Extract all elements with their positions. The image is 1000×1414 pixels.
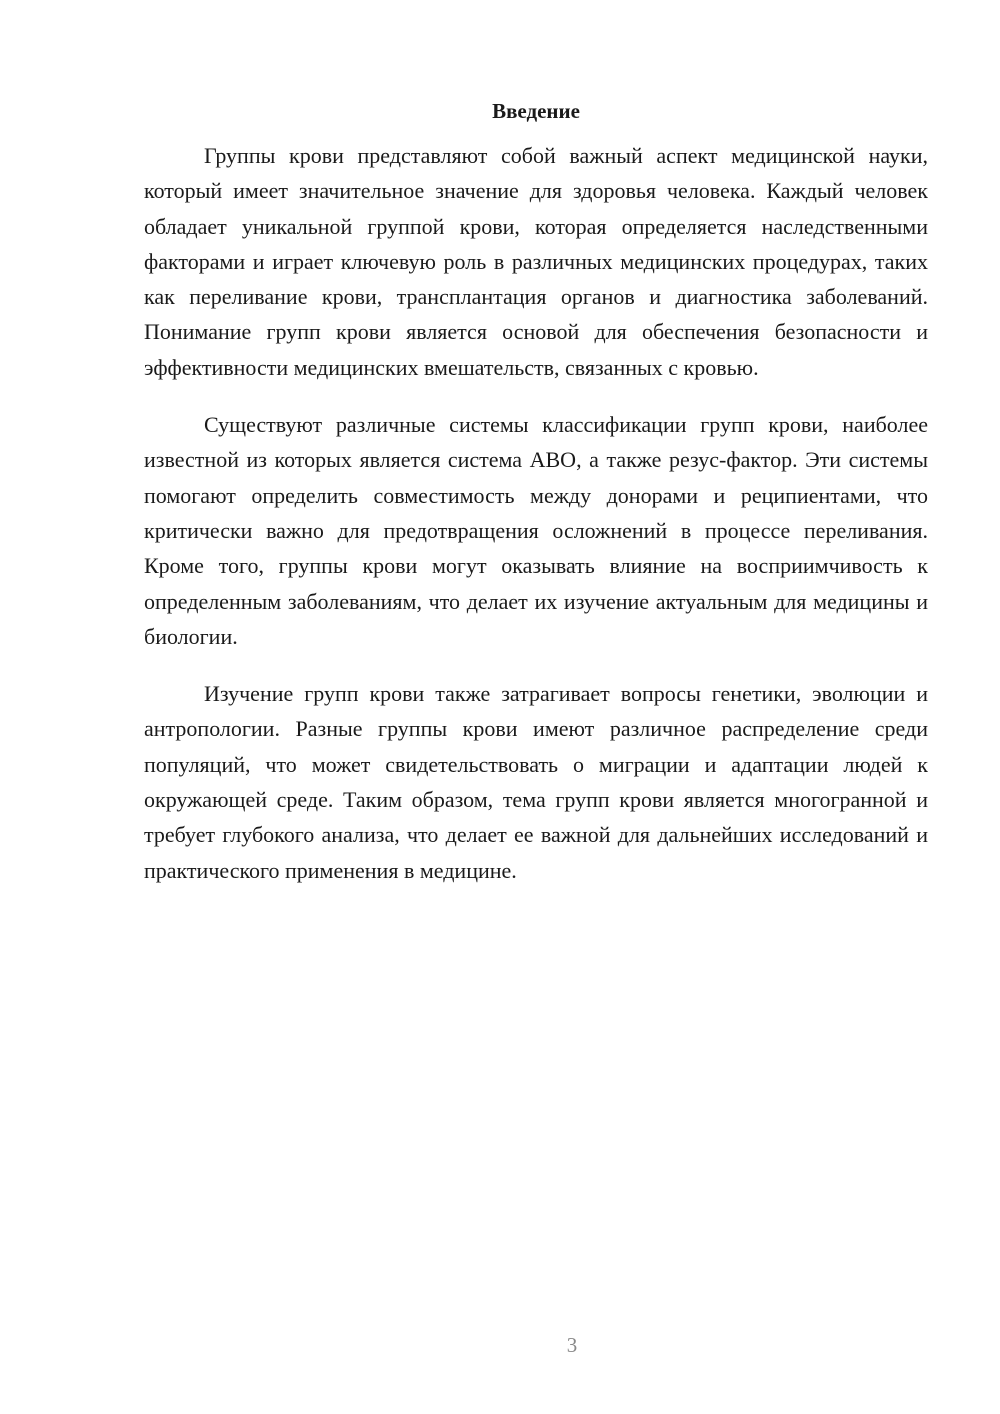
paragraph-2: Существуют различные системы классификации групп крови, наиболее известной из которых является система ABO, а также резус-фактор. Эти системы помогают определить совместимость между донорами и реципиентами, что критически важно для предотвращения осложнений в процессе переливания. Кроме того, группы крови могут оказывать влияние на восприимчивость к определенным заболеваниям, что делает их изучение актуальным для медицины и биологии. [144, 412, 928, 649]
page-content [144, 94, 928, 910]
paragraph-1: Группы крови представляют собой важный аспект медицинской науки, который имеет значительное значение для здоровья человека. Каждый человек обладает уникальной группой крови, которая определяется наследственными факторами и играет ключевую роль в различных медицинских процедурах, таких как переливание крови, трансплантация органов и диагностика заболеваний. Понимание групп крови является основой для обеспечения безопасности и эффективности медицинских вмешательств, связанных с кровью. [144, 143, 928, 380]
page-number: 3 [566, 1333, 578, 1357]
section-heading: Введение [492, 99, 580, 123]
paragraph-3: Изучение групп крови также затрагивает вопросы генетики, эволюции и антропологии. Разные группы крови имеют различное распределение среди популяций, что может свидетельствовать о миграции и адаптации людей к окружающей среде. Таким образом, тема групп крови является многогранной и требует глубокого анализа, что делает ее важной для дальнейших исследований и практического применения в медицине. [144, 681, 928, 883]
